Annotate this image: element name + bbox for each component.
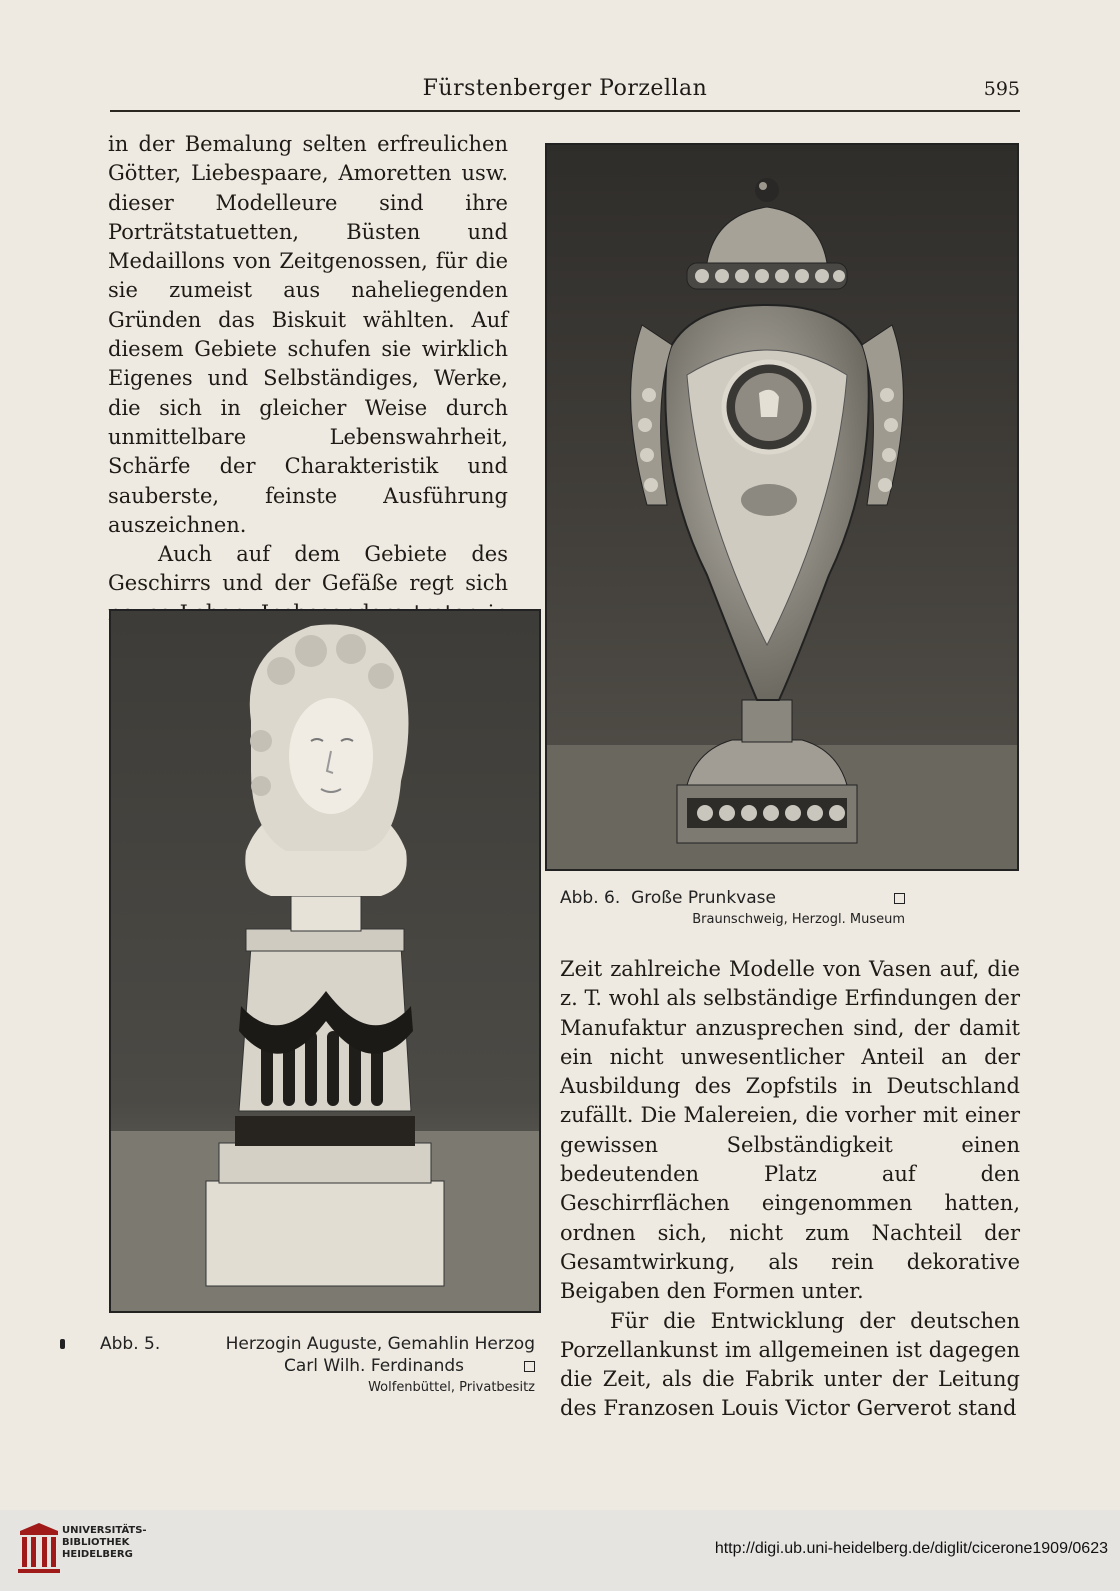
figure-5-title-line1: Herzogin Auguste, Gemahlin Herzog xyxy=(225,1334,535,1354)
library-logo-icon xyxy=(14,1521,64,1575)
figure-5-title-line2: Carl Wilh. Ferdinands xyxy=(284,1356,464,1376)
footer-bar xyxy=(0,1510,1120,1591)
left-paragraph-2: Auch auf dem Gebiete des Geschirrs und der Gefäße regt sich xyxy=(108,542,508,596)
vase-photo xyxy=(545,143,1019,871)
library-name: UNIVERSITÄTS- BIBLIOTHEK HEIDELBERG xyxy=(62,1525,147,1560)
left-text-column xyxy=(108,130,508,657)
bust-photo xyxy=(109,609,541,1313)
figure-5-label: Abb. 5. xyxy=(100,1334,161,1354)
header-rule xyxy=(110,110,1020,112)
figure-5-caption xyxy=(100,1334,535,1395)
vase-illustration xyxy=(547,145,1017,869)
right-paragraph-2: Für die Entwicklung der deutschen Porzellankunst im allgemeinen ist dagegen die Zeit, als die Fabrik unter der Leitung des Franzosen Louis Victor Gerverot stand xyxy=(560,1308,1020,1421)
figure-6-label: Abb. 6. xyxy=(560,888,621,908)
figure-6-caption xyxy=(560,888,905,927)
source-url[interactable]: http://digi.ub.uni-heidelberg.de/diglit/cicerone1909/0623 xyxy=(714,1540,1108,1557)
figure-5-location: Wolfenbüttel, Privatbesitz xyxy=(368,1380,535,1395)
right-paragraph-1: Zeit zahlreiche Modelle von Vasen auf, die z. T. wohl als selbständige Erfindungen der Manufaktur anzusprechen sind, der damit ein nicht unwesentlicher Anteil an der Ausbildung des Zopfstils in Deutschland zufällt. Die Malereien, die vorher mit einer gewissen Selbständigkeit einen bedeutenden Platz auf den Geschirrflächen eingenommen hatten, ordnen sich, nicht zum Nachteil der Gesamtwirkung, als rein dekorative Beigaben den Formen unter. xyxy=(560,957,1020,1304)
running-head xyxy=(110,76,1020,110)
bust-illustration xyxy=(111,611,539,1311)
right-text-column xyxy=(560,955,1020,1424)
figure-6-title: Große Prunkvase xyxy=(631,888,776,908)
caption-square-icon xyxy=(524,1361,535,1372)
figure-6-location: Braunschweig, Herzogl. Museum xyxy=(692,912,905,927)
margin-mark xyxy=(60,1339,65,1349)
page-number: 595 xyxy=(983,78,1020,100)
caption-square-icon xyxy=(894,893,905,904)
running-title: Fürstenberger Porzellan xyxy=(422,76,708,101)
left-paragraph-1: in der Bemalung selten erfreulichen Götter, Liebespaare, Amoretten usw. dieser Modelleure sind ihre Porträtstatuetten, Büsten und Medaillons von Zeitgenossen, für die sie zumeist aus naheliegenden Gründen das Biskuit wählten. Auf diesem Gebiete schufen sie wirklich Eigenes und Selbständiges, Werke, die sich in gleicher Weise durch unmittelbare Lebenswahrheit, Schärfe der Charakteristik und sauberste, feinste Ausführung auszeichnen. xyxy=(108,132,508,537)
